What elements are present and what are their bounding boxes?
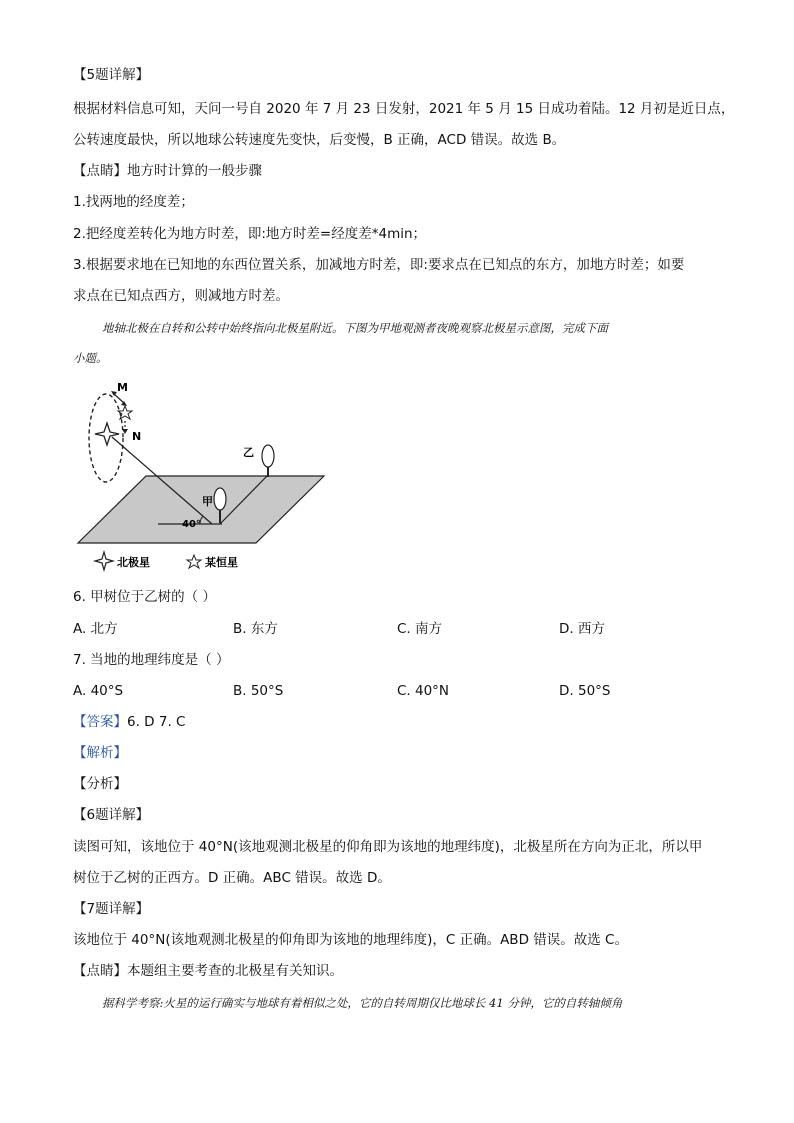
label-yi: 乙 <box>243 446 254 459</box>
q6-option-d: D. 西方 <box>559 621 605 637</box>
tip2-heading: 【点睛】本题组主要考查的北极星有关知识。 <box>73 963 343 979</box>
q6-detail-heading: 【6题详解】 <box>73 807 150 823</box>
polaris-diagram <box>72 376 334 572</box>
q6-option-a: A. 北方 <box>73 621 118 637</box>
ground-plane <box>78 476 324 543</box>
q5-heading: 【5题详解】 <box>73 67 150 83</box>
answer-text: 6. D 7. C <box>127 714 186 730</box>
tip-step-3a: 3.根据要求地在已知地的东西位置关系，加减地方时差，即:要求点在已知点的东方，加地方时差；如要 <box>73 257 685 273</box>
fenxi-label: 【分析】 <box>73 776 127 792</box>
legend-star-icon <box>187 555 201 568</box>
q6-option-c: C. 南方 <box>397 621 443 637</box>
q5-line-1: 根据材料信息可知，天问一号自 2020 年 7 月 23 日发射，2021 年 5 月 15 日成功着陆。12 月初是近日点， <box>73 101 735 117</box>
q6-stem: 6. 甲树位于乙树的（ ） <box>73 589 216 605</box>
tree-jia-icon <box>214 488 226 510</box>
some-star-icon <box>118 406 132 419</box>
tip-heading: 【点睛】地方时计算的一般步骤 <box>73 163 262 179</box>
q6-option-b: B. 东方 <box>233 621 278 637</box>
material-line-1: 地轴北极在自转和公转中始终指向北极星附近。下图为甲地观测者夜晚观察北极星示意图，完成下面 <box>102 321 608 335</box>
q7-option-c: C. 40°N <box>397 683 450 699</box>
answer-row <box>73 713 185 731</box>
q7-option-b: B. 50°S <box>233 683 284 699</box>
angle-label: 40° <box>182 519 201 530</box>
legend-polaris-icon <box>95 552 113 570</box>
tip-step-1: 1.找两地的经度差； <box>73 194 194 210</box>
legend-polaris: 北极星 <box>117 556 150 569</box>
q7-detail-heading: 【7题详解】 <box>73 901 150 917</box>
q6-detail-line-1: 读图可知，该地位于 40°N(该地观测北极星的仰角即为该地的地理纬度)，北极星所在方向为正北，所以甲 <box>73 839 703 855</box>
q7-detail-line-1: 该地位于 40°N(该地观测北极星的仰角即为该地的地理纬度)，C 正确。ABD 错误。故选 C。 <box>73 932 628 948</box>
q7-option-a: A. 40°S <box>73 683 124 699</box>
tree-yi-icon <box>262 445 274 467</box>
label-n: N <box>132 430 142 443</box>
label-jia: 甲 <box>202 495 213 508</box>
q7-option-d: D. 50°S <box>559 683 611 699</box>
label-m: M <box>117 381 128 394</box>
tip-step-3b: 求点在已知点西方，则减地方时差。 <box>73 288 289 304</box>
tip-step-2: 2.把经度差转化为地方时差，即:地方时差=经度差*4min； <box>73 226 427 242</box>
polaris-star-icon <box>95 423 119 445</box>
q7-stem: 7. 当地的地理纬度是（ ） <box>73 652 230 668</box>
legend-star: 某恒星 <box>205 556 238 569</box>
material-line-2: 小题。 <box>73 351 108 365</box>
answer-label: 【答案】 <box>73 714 127 730</box>
analysis-label: 【解析】 <box>73 745 127 761</box>
material2-line-1: 据科学考察:火星的运行确实与地球有着相似之处，它的自转周期仅比地球长 41 分钟，它的自转轴倾角 <box>102 996 623 1010</box>
q6-detail-line-2: 树位于乙树的正西方。D 正确。ABC 错误。故选 D。 <box>73 870 391 886</box>
q5-line-2: 公转速度最快，所以地球公转速度先变快，后变慢，B 正确，ACD 错误。故选 B。 <box>73 132 566 148</box>
